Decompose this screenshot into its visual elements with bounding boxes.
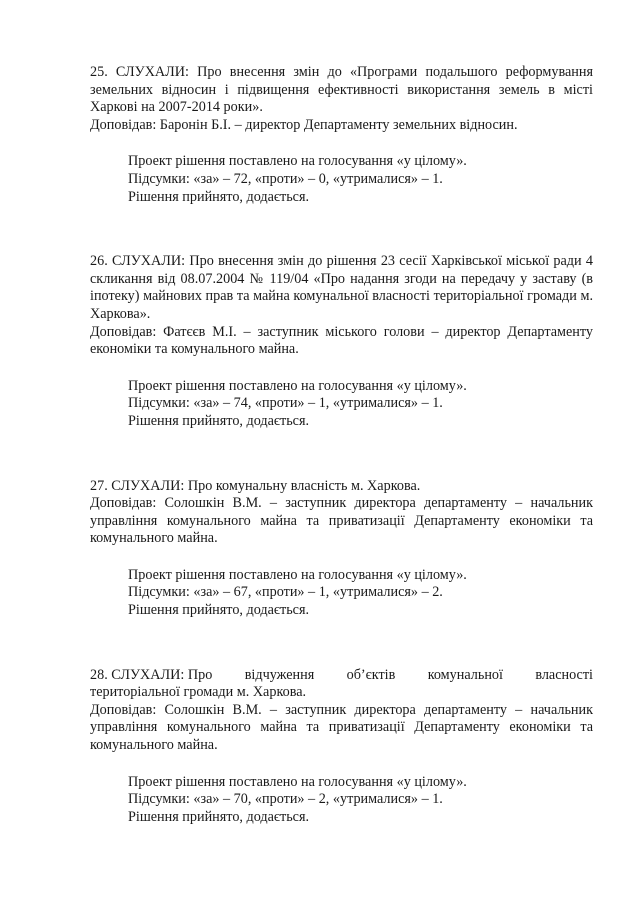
vote-block [128, 774, 593, 827]
reporter-line: Доповідав: Солошкін В.М. – заступник директора департаменту – начальник управління комунального майна та приватизації Департаменту економіки та комунального майна. [90, 701, 593, 754]
vote-put-text: Проект рішення поставлено на голосування «у цілому». [128, 153, 467, 170]
heard-word: власності [535, 666, 593, 683]
heard-paragraph: 27. СЛУХАЛИ: Про комунальну власність м. Харкова. [90, 477, 421, 494]
vote-results: Підсумки: «за» – 72, «проти» – 0, «утрималися» – 1. [128, 170, 443, 187]
heard-first-line [90, 667, 593, 685]
agenda-item-26 [90, 253, 593, 430]
vote-block [128, 378, 593, 431]
reporter-line: Доповідав: Фатєєв М.І. – заступник міського голови – директор Департаменту економіки та комунального майна. [90, 323, 593, 358]
reporter-line: Доповідав: Солошкін В.М. – заступник директора департаменту – начальник управління комунального майна та приватизації Департаменту економіки та комунального майна. [90, 495, 593, 547]
heard-tail: територіальної громади м. Харкова. [90, 684, 307, 701]
minutes-text [90, 64, 593, 826]
agenda-item-27 [90, 478, 593, 620]
reporter-line: Доповідав: Баронін Б.І. – директор Департаменту земельних відносин. [90, 116, 518, 133]
decision-text: Рішення прийнято, додається. [128, 188, 310, 205]
heard-paragraph [90, 667, 593, 702]
heard-word: відчуження [244, 666, 315, 683]
decision-text: Рішення прийнято, додається. [128, 602, 310, 619]
heard-word: об’єктів [346, 666, 396, 683]
heard-word: комунальної [427, 666, 503, 683]
decision-text: Рішення прийнято, додається. [128, 808, 310, 825]
agenda-item-25 [90, 64, 593, 206]
agenda-item-28 [90, 667, 593, 827]
vote-put-text: Проект рішення поставлено на голосування «у цілому». [128, 377, 467, 394]
heard-paragraph: 26. СЛУХАЛИ: Про внесення змін до рішення 23 сесії Харківської міської ради 4 скликання від 08.07.2004 № 119/04 «Про надання згоди на передачу у заставу (в іпотеку) майнових прав та майна комунальної власності територіальної громади м. Харкова». [90, 253, 593, 322]
vote-results: Підсумки: «за» – 74, «проти» – 1, «утрималися» – 1. [128, 395, 443, 412]
vote-block [128, 567, 593, 620]
vote-block [128, 153, 593, 206]
vote-put-text: Проект рішення поставлено на голосування «у цілому». [128, 566, 467, 583]
vote-put-text: Проект рішення поставлено на голосування «у цілому». [128, 773, 467, 790]
heard-word: 28. СЛУХАЛИ: Про [90, 666, 213, 683]
vote-results: Підсумки: «за» – 67, «проти» – 1, «утрималися» – 2. [128, 584, 443, 601]
vote-results: Підсумки: «за» – 70, «проти» – 2, «утрималися» – 1. [128, 791, 443, 808]
heard-paragraph: 25. СЛУХАЛИ: Про внесення змін до «Програми подальшого реформування земельних відносин і підвищення ефективності використання земель в місті Харкові на 2007-2014 роки». [90, 64, 593, 116]
decision-text: Рішення прийнято, додається. [128, 412, 310, 429]
